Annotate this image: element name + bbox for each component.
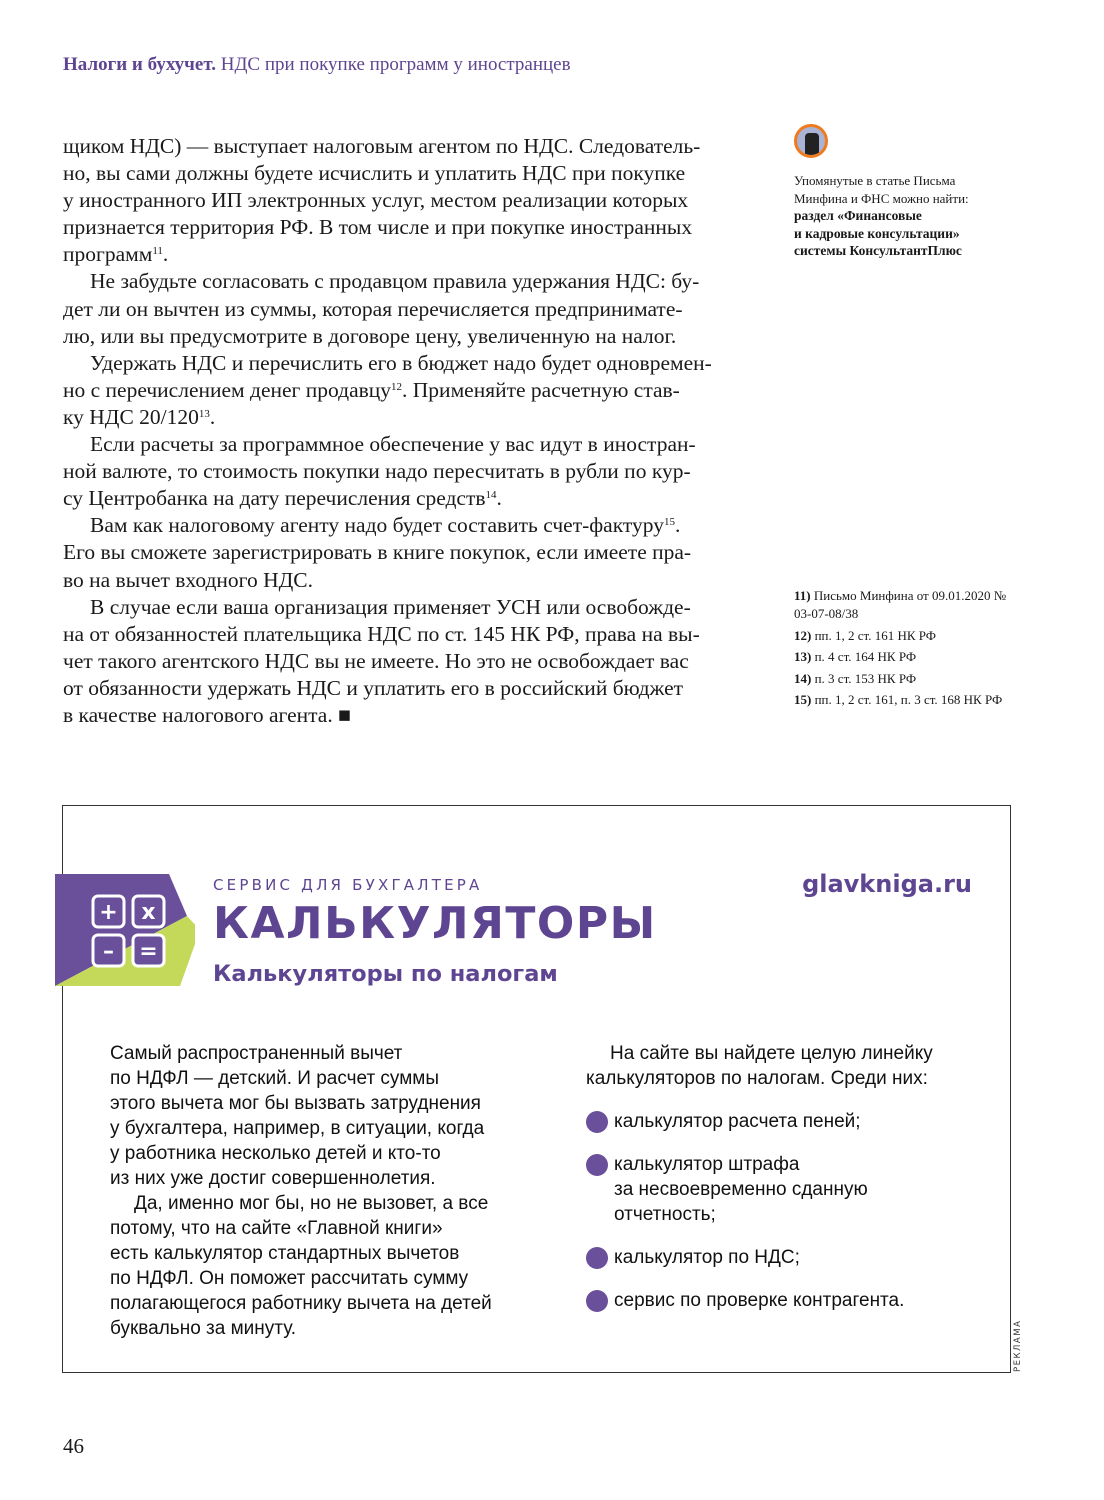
ad-site-link[interactable]: glavkniga.ru bbox=[802, 870, 972, 898]
calc-key-symbol: + bbox=[99, 900, 118, 925]
sidebar-note bbox=[794, 124, 1024, 260]
ad-text-line: этого вычета мог бы вызвать затруднения bbox=[110, 1093, 481, 1114]
ad-text-line: буквально за минуту. bbox=[110, 1318, 297, 1339]
sidebar-source-line: и кадровые консультации» bbox=[794, 225, 960, 241]
ad-left-column bbox=[110, 1041, 560, 1341]
article-title: НДС при покупке программ у иностранцев bbox=[220, 54, 571, 75]
ad-bullet-line: отчетность; bbox=[614, 1204, 716, 1225]
text-segment: ной валюте, то стоимость покупки надо пересчитать в рубли по кур- bbox=[63, 459, 691, 484]
ad-text-line: по НДФЛ. Он поможет рассчитать сумму bbox=[110, 1268, 469, 1289]
text-line bbox=[63, 133, 743, 160]
text-segment: . bbox=[674, 513, 681, 538]
text-line bbox=[63, 296, 743, 323]
text-line bbox=[63, 160, 743, 187]
calc-key-symbol: = bbox=[139, 939, 158, 964]
text-segment: . Применяйте расчетную став- bbox=[402, 377, 680, 402]
text-segment: В случае если ваша организация применяет УСН или освобожде- bbox=[90, 594, 691, 619]
footnote bbox=[794, 627, 1024, 645]
calc-key-symbol: – bbox=[103, 939, 114, 964]
ad-text-line: полагающегося работнику вычета на детей bbox=[110, 1293, 492, 1314]
ad-intro-line: На сайте вы найдете целую линейку bbox=[610, 1043, 933, 1064]
text-segment: но с перечислением денег продавцу bbox=[63, 377, 392, 402]
footnote-text: п. 3 ст. 153 НК РФ bbox=[811, 670, 917, 686]
text-segment: но, вы сами должны будете исчислить и уплатить НДС при покупке bbox=[63, 161, 686, 186]
footnote-text: Письмо Минфина от 09.01.2020 № 03-07-08/38 bbox=[794, 588, 1007, 621]
text-line bbox=[63, 621, 743, 648]
text-segment: от обязанности удержать НДС и уплатить его в российский бюджет bbox=[63, 675, 684, 700]
footnote-ref: 13 bbox=[198, 407, 210, 420]
text-segment: су Центробанка на дату перечисления средств bbox=[63, 486, 486, 511]
footnotes bbox=[794, 587, 1024, 713]
text-segment: ку НДС 20/120 bbox=[63, 404, 199, 429]
running-header bbox=[63, 54, 571, 76]
ad-text-line: по НДФЛ — детский. И расчет суммы bbox=[110, 1068, 439, 1089]
text-segment: . bbox=[162, 242, 169, 267]
text-line bbox=[63, 702, 743, 729]
ad-bullet-line: сервис по проверке контрагента. bbox=[614, 1290, 905, 1311]
ad-kicker: СЕРВИС ДЛЯ БУХГАЛТЕРА bbox=[213, 876, 483, 894]
text-segment: чет такого агентского НДС вы не имеете. Но это не освобождает вас bbox=[63, 648, 689, 673]
ad-bullet-line: за несвоевременно сданную bbox=[614, 1179, 868, 1200]
text-segment: Удержать НДС и перечислить его в бюджет надо будет одновремен- bbox=[90, 350, 712, 375]
ad-text-line: у бухгалтера, например, в ситуации, когда bbox=[110, 1118, 485, 1139]
text-line bbox=[63, 431, 743, 458]
ad-text-line: есть калькулятор стандартных вычетов bbox=[110, 1243, 460, 1264]
text-segment: . bbox=[496, 486, 502, 511]
ad-text-line: Самый распространенный вычет bbox=[110, 1043, 403, 1064]
ad-bullet-item bbox=[586, 1109, 996, 1134]
text-segment: Не забудьте согласовать с продавцом правила удержания НДС: бу- bbox=[90, 269, 700, 294]
sidebar-source-line: системы КонсультантПлюс bbox=[794, 243, 962, 258]
ad-text-line: у работника несколько детей и кто-то bbox=[110, 1143, 441, 1164]
text-line bbox=[63, 268, 743, 295]
ad-label: РЕКЛАМА bbox=[1013, 1319, 1023, 1372]
footnote bbox=[794, 587, 1024, 623]
text-line bbox=[63, 594, 743, 621]
advertisement-box bbox=[62, 805, 1011, 1373]
bullet-dot-icon bbox=[586, 1290, 608, 1312]
text-segment: признается территория РФ. В том числе и при покупке иностранных bbox=[63, 215, 693, 240]
text-segment: в качестве налогового агента. ■ bbox=[63, 702, 352, 727]
footnote-text: п. 4 ст. 164 НК РФ bbox=[811, 649, 917, 664]
footnote-ref: 14 bbox=[485, 489, 497, 502]
text-line bbox=[63, 675, 743, 702]
ad-text-line: потому, что на сайте «Главной книги» bbox=[110, 1218, 443, 1239]
bullet-dot-icon bbox=[586, 1154, 608, 1176]
footnote bbox=[794, 648, 1024, 666]
text-line bbox=[63, 377, 743, 404]
text-segment: щиком НДС) — выступает налоговым агентом по НДС. Следователь- bbox=[63, 134, 701, 158]
footnote-number: 14) bbox=[794, 670, 812, 686]
text-line bbox=[63, 241, 743, 268]
ad-text-line: из них уже достиг совершеннолетия. bbox=[110, 1168, 436, 1189]
sidebar-intro bbox=[794, 172, 1024, 207]
text-segment: лю, или вы предусмотрите в договоре цену, увеличенную на налог. bbox=[63, 323, 677, 348]
text-line bbox=[63, 648, 743, 675]
text-line bbox=[63, 539, 743, 566]
article-body bbox=[63, 133, 743, 729]
footnote-number: 15) bbox=[794, 692, 812, 707]
ad-bullet-item bbox=[586, 1288, 996, 1313]
text-line bbox=[63, 512, 743, 539]
text-line bbox=[63, 567, 743, 594]
text-line bbox=[63, 485, 743, 512]
footnote-number: 13) bbox=[794, 649, 812, 664]
footnote-text: пп. 1, 2 ст. 161, п. 3 ст. 168 НК РФ bbox=[811, 692, 1003, 707]
ad-bullet-item bbox=[586, 1152, 996, 1227]
footnote-number: 12) bbox=[794, 627, 812, 643]
ad-text-line: Да, именно мог бы, но не вызовет, а все bbox=[134, 1193, 489, 1214]
text-segment: Его вы сможете зарегистрировать в книге покупок, если имеете пра- bbox=[63, 540, 692, 565]
footnote-ref: 11 bbox=[152, 245, 163, 258]
ad-bullet-item bbox=[586, 1245, 996, 1270]
footnote-number: 11) bbox=[794, 588, 811, 603]
ad-bullet-line: калькулятор штрафа bbox=[614, 1154, 800, 1175]
text-segment: . bbox=[209, 404, 216, 429]
consultant-plus-icon bbox=[794, 124, 828, 158]
text-line bbox=[63, 187, 743, 214]
ad-bullet-line: калькулятор расчета пеней; bbox=[614, 1111, 861, 1132]
text-line bbox=[63, 404, 743, 431]
text-segment: Если расчеты за программное обеспечение у вас идут в иностран- bbox=[90, 432, 696, 457]
page-number: 46 bbox=[63, 1434, 84, 1458]
calc-key-symbol: x bbox=[141, 900, 156, 925]
bullet-dot-icon bbox=[586, 1111, 608, 1133]
text-segment: на от обязанностей плательщика НДС по ст. 145 НК РФ, права на вы- bbox=[63, 621, 700, 646]
bullet-dot-icon bbox=[586, 1247, 608, 1269]
ad-right-column bbox=[586, 1041, 996, 1313]
footnote-ref: 15 bbox=[663, 516, 675, 529]
footnote-ref: 12 bbox=[391, 380, 403, 393]
ad-bullet-line: калькулятор по НДС; bbox=[614, 1247, 800, 1268]
calculator-logo-icon bbox=[55, 874, 195, 986]
sidebar-source-line: раздел «Финансовые bbox=[794, 208, 922, 223]
text-line bbox=[63, 350, 743, 377]
ad-intro-line: калькуляторов по налогам. Среди них: bbox=[586, 1068, 928, 1089]
text-segment: дет ли он вычтен из суммы, которая перечисляется предпринимате- bbox=[63, 296, 683, 321]
text-segment: во на вычет входного НДС. bbox=[63, 567, 314, 592]
text-line bbox=[63, 214, 743, 241]
footnote-text: пп. 1, 2 ст. 161 НК РФ bbox=[811, 627, 937, 643]
footnote bbox=[794, 670, 1024, 688]
sidebar-intro-line: Минфина и ФНС можно найти: bbox=[794, 190, 969, 206]
ad-subtitle: Калькуляторы по налогам bbox=[213, 961, 558, 987]
section-name: Налоги и бухучет. bbox=[63, 54, 216, 75]
text-line bbox=[63, 323, 743, 350]
footnote bbox=[794, 691, 1024, 709]
text-line bbox=[63, 458, 743, 485]
text-segment: программ bbox=[63, 242, 153, 267]
text-segment: Вам как налоговому агенту надо будет составить счет-фактуру bbox=[90, 513, 664, 538]
sidebar-source bbox=[794, 207, 1024, 260]
text-segment: у иностранного ИП электронных услуг, местом реализации которых bbox=[63, 188, 689, 213]
sidebar-intro-line: Упомянутые в статье Письма bbox=[794, 173, 956, 188]
ad-title: КАЛЬКУЛЯТОРЫ bbox=[213, 898, 657, 949]
